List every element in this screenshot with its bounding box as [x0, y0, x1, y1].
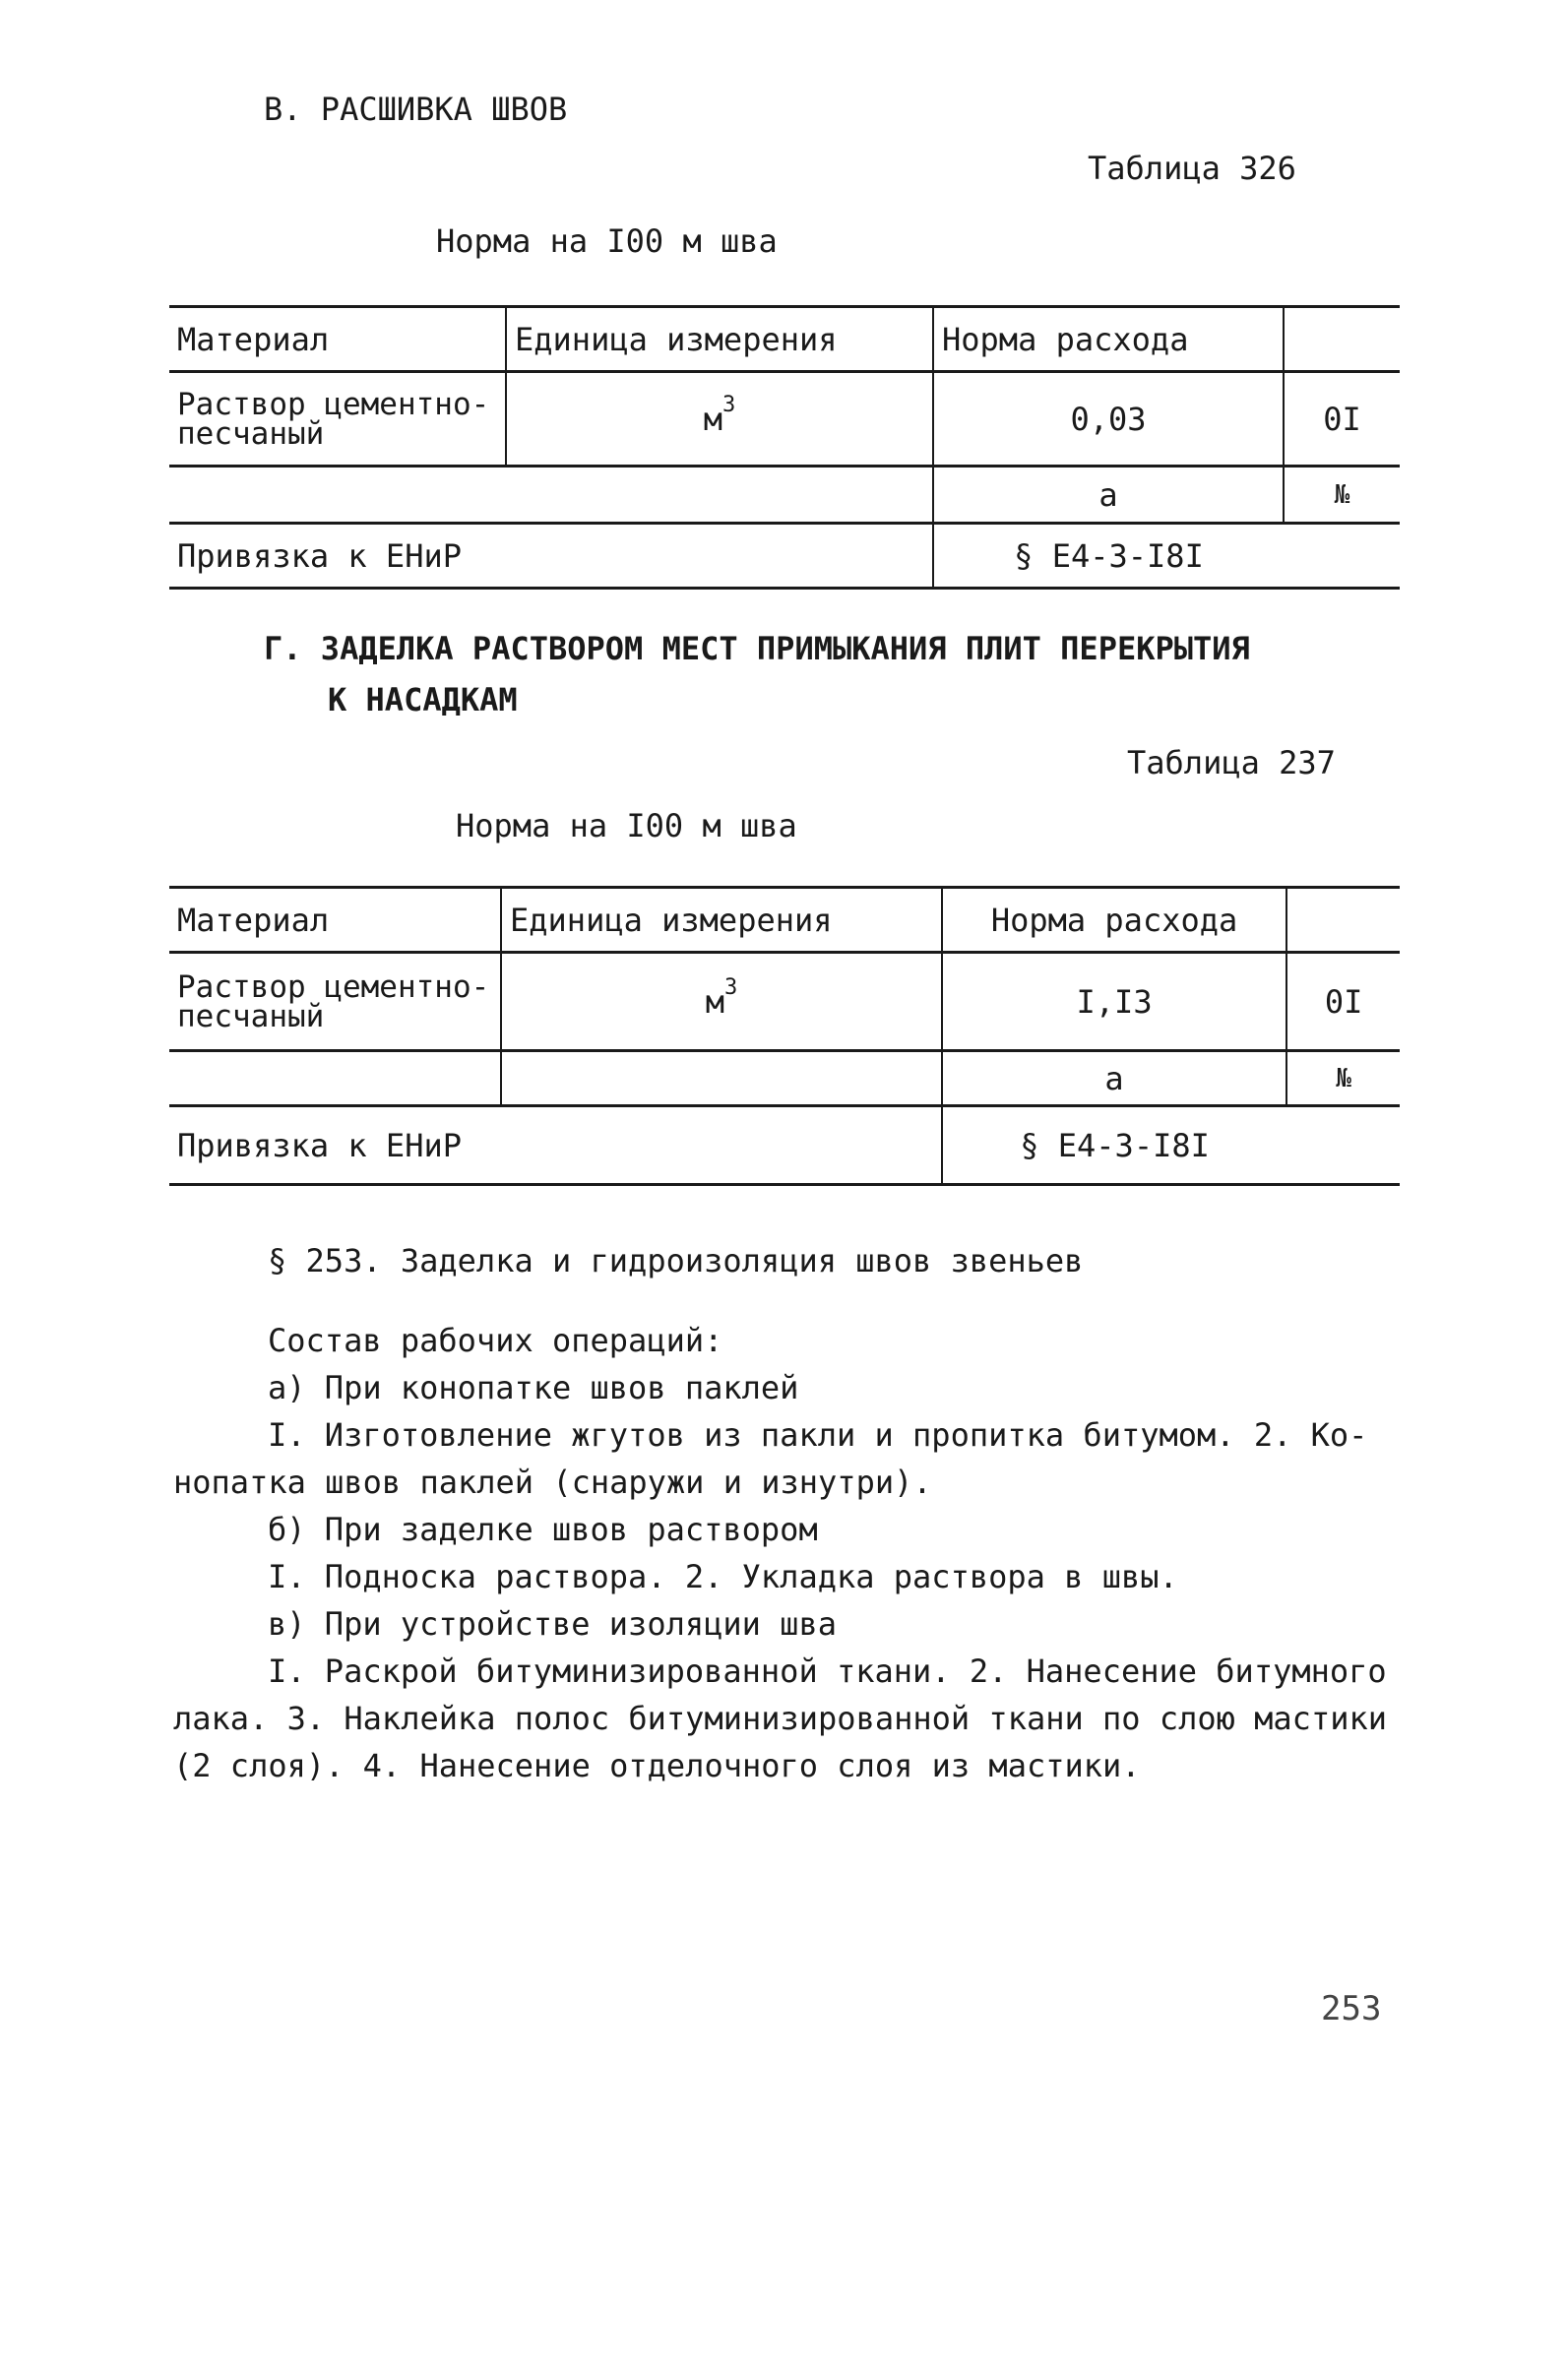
cell-binding-ref: § Е4-3-I8I [933, 524, 1284, 589]
cell-norm: 0,03 [933, 372, 1284, 467]
unit-base: м [705, 982, 724, 1021]
cell-binding-label: Привязка к ЕНиР [169, 524, 933, 589]
table-row [169, 524, 1400, 589]
cell-empty [169, 467, 933, 524]
v-text-line3: (2 слоя). 4. Нанесение отделочного слоя из мастики. [173, 1747, 1141, 1784]
header-material: Материал [169, 888, 501, 953]
cell-binding-label: Привязка к ЕНиР [169, 1106, 942, 1185]
v-text-line1: I. Раскрой битуминизированной ткани. 2. Нанесение битумного [268, 1653, 1387, 1690]
cell-empty [501, 1051, 942, 1106]
unit-base: м [703, 400, 722, 438]
cell-norm: I,I3 [942, 953, 1286, 1051]
header-unit: Единица измерения [506, 307, 933, 372]
section-g-heading-line2: К НАСАДКАМ [328, 681, 518, 718]
unit-sup: 3 [722, 392, 736, 417]
header-code [1284, 307, 1400, 372]
section-v-norm-caption: Норма на I00 м шва [436, 222, 778, 260]
cell-empty [1286, 1106, 1400, 1185]
a-text-line2: нопатка швов паклей (снаружи и изнутри). [173, 1464, 932, 1501]
cell-material [169, 372, 506, 467]
cell-code: 0I [1284, 372, 1400, 467]
cell-binding-ref: § Е4-3-I8I [942, 1106, 1286, 1185]
table-row [169, 953, 1400, 1051]
b-text: I. Подноска раствора. 2. Укладка раствора в швы. [268, 1558, 1178, 1595]
ops-title: Состав рабочих операций: [268, 1322, 723, 1359]
page-number: 253 [1321, 1989, 1382, 2028]
section-g-norm-caption: Норма на I00 м шва [456, 807, 797, 844]
cell-a: а [942, 1051, 1286, 1106]
a-text-line1: I. Изготовление жгутов из пакли и пропитка битумом. 2. Ко- [268, 1416, 1368, 1454]
header-norm: Норма расхода [942, 888, 1286, 953]
header-norm: Норма расхода [933, 307, 1284, 372]
cell-empty [169, 1051, 501, 1106]
unit-sup: 3 [723, 974, 738, 1000]
cell-number-sign: № [1284, 467, 1400, 524]
table-237 [169, 886, 1400, 1186]
v-title: в) При устройстве изоляции шва [268, 1605, 837, 1643]
table-header-row [169, 307, 1400, 372]
cell-a: а [933, 467, 1284, 524]
v-text-line2: лака. 3. Наклейка полос битуминизированной ткани по слою мастики [173, 1700, 1387, 1737]
material-text: Раствор цементно-песчаный [177, 968, 490, 1034]
cell-code: 0I [1286, 953, 1400, 1051]
header-material: Материал [169, 307, 506, 372]
cell-material [169, 953, 501, 1051]
material-text: Раствор цементно-песчаный [177, 386, 490, 452]
section-g-heading-line1: Г. ЗАДЕЛКА РАСТВОРОМ МЕСТ ПРИМЫКАНИЯ ПЛИТ ПЕРЕКРЫТИЯ [264, 630, 1250, 667]
table-row [169, 1051, 1400, 1106]
section-253-title: § 253. Заделка и гидроизоляция швов звеньев [268, 1242, 1084, 1279]
table-row [169, 372, 1400, 467]
cell-unit [501, 953, 942, 1051]
table-header-row [169, 888, 1400, 953]
table-row [169, 467, 1400, 524]
section-g-table-label: Таблица 237 [1127, 744, 1336, 781]
a-title: а) При конопатке швов паклей [268, 1369, 799, 1406]
table-row [169, 1106, 1400, 1185]
header-unit: Единица измерения [501, 888, 942, 953]
b-title: б) При заделке швов раствором [268, 1511, 818, 1548]
section-v-heading: В. РАСШИВКА ШВОВ [264, 91, 568, 128]
section-v-table-label: Таблица 326 [1088, 150, 1296, 187]
cell-unit [506, 372, 933, 467]
table-326 [169, 305, 1400, 590]
header-code [1286, 888, 1400, 953]
cell-empty [1284, 524, 1400, 589]
cell-number-sign: № [1286, 1051, 1400, 1106]
